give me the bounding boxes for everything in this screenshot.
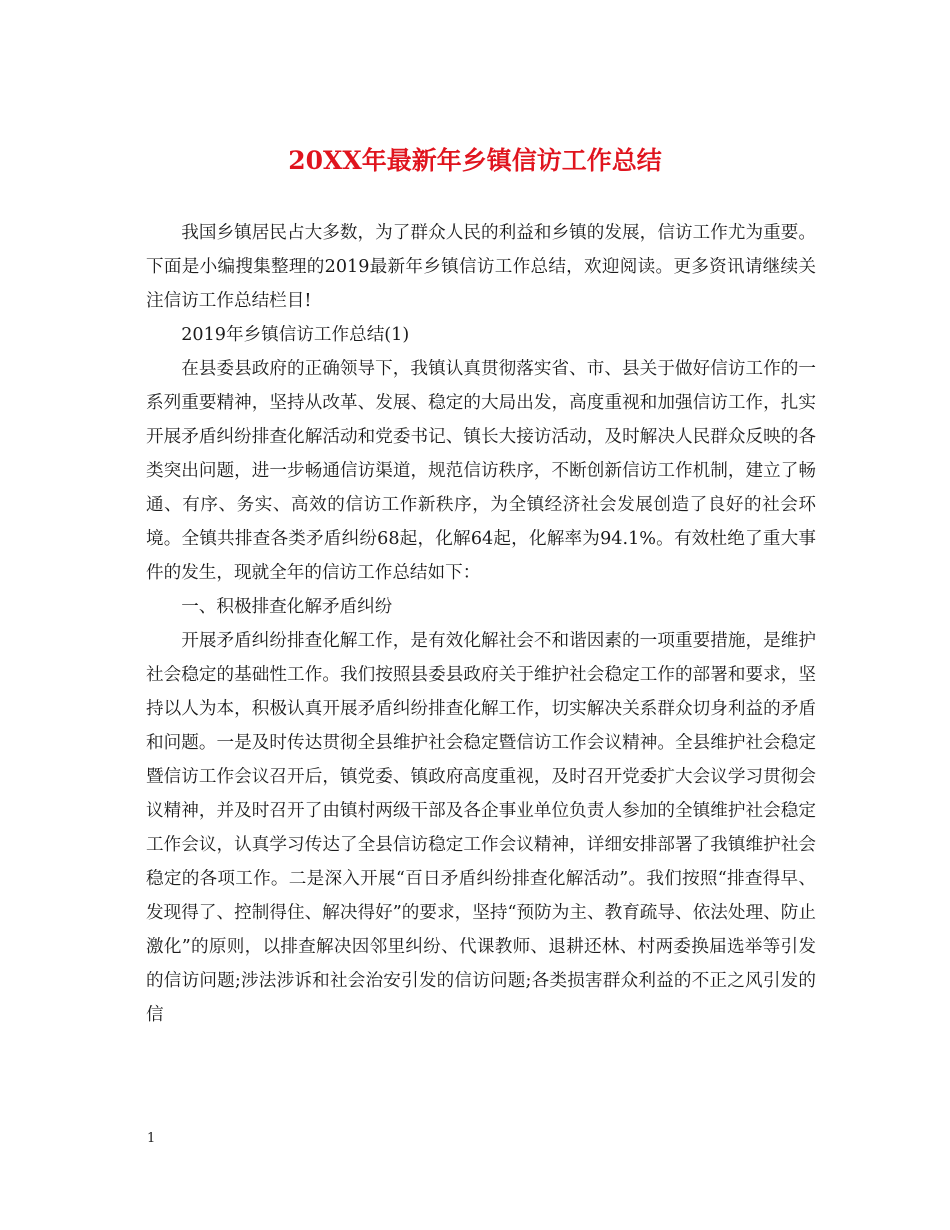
document-body bbox=[146, 216, 816, 1032]
document-title: 20XX年最新年乡镇信访工作总结 bbox=[288, 146, 662, 175]
page-number: 1 bbox=[147, 1131, 156, 1146]
paragraph-subheading: 一、积极排查化解矛盾纠纷 bbox=[181, 597, 393, 617]
paragraph-summary: 在县委县政府的正确领导下，我镇认真贯彻落实省、市、县关于做好信访工作的一系列重要精神，坚持从改革、发展、稳定的大局出发，高度重视和加强信访工作，扎实开展矛盾纠纷排查化解活动和党委书记、镇长大接访活动，及时解决人民群众反映的各类突出问题，进一步畅通信访渠道，规范信访秩序，不断创新信访工作机制，建立了畅通、有序、务实、高效的信访工作新秩序，为全镇经济社会发展创造了良好的社会环境。全镇共排查各类矛盾纠纷68起，化解64起，化解率为94.1%。有效杜绝了重大事件的发生，现就全年的信访工作总结如下： bbox=[146, 359, 816, 583]
paragraph-section-heading: 2019年乡镇信访工作总结(1) bbox=[181, 325, 410, 345]
paragraph-intro: 我国乡镇居民占大多数，为了群众人民的利益和乡镇的发展，信访工作尤为重要。下面是小编搜集整理的2019最新年乡镇信访工作总结，欢迎阅读。更多资讯请继续关注信访工作总结栏目! bbox=[146, 223, 816, 311]
paragraph-detail: 开展矛盾纠纷排查化解工作，是有效化解社会不和谐因素的一项重要措施，是维护社会稳定的基础性工作。我们按照县委县政府关于维护社会稳定工作的部署和要求，坚持以人为本，积极认真开展矛盾纠纷排查化解工作，切实解决关系群众切身利益的矛盾和问题。一是及时传达贯彻全县维护社会稳定暨信访工作会议精神。全县维护社会稳定暨信访工作会议召开后，镇党委、镇政府高度重视，及时召开党委扩大会议学习贯彻会议精神，并及时召开了由镇村两级干部及各企事业单位负责人参加的全镇维护社会稳定工作会议，认真学习传达了全县信访稳定工作会议精神，详细安排部署了我镇维护社会稳定的各项工作。二是深入开展“百日矛盾纠纷排查化解活动”。我们按照“排查得早、发现得了、控制得住、解决得好”的要求，坚持“预防为主、教育疏导、依法处理、防止激化”的原则，以排查解决因邻里纠纷、代课教师、退耕还林、村两委换届选举等引发的信访问题;涉法涉诉和社会治安引发的信访问题;各类损害群众利益的不正之风引发的信 bbox=[146, 631, 816, 1025]
